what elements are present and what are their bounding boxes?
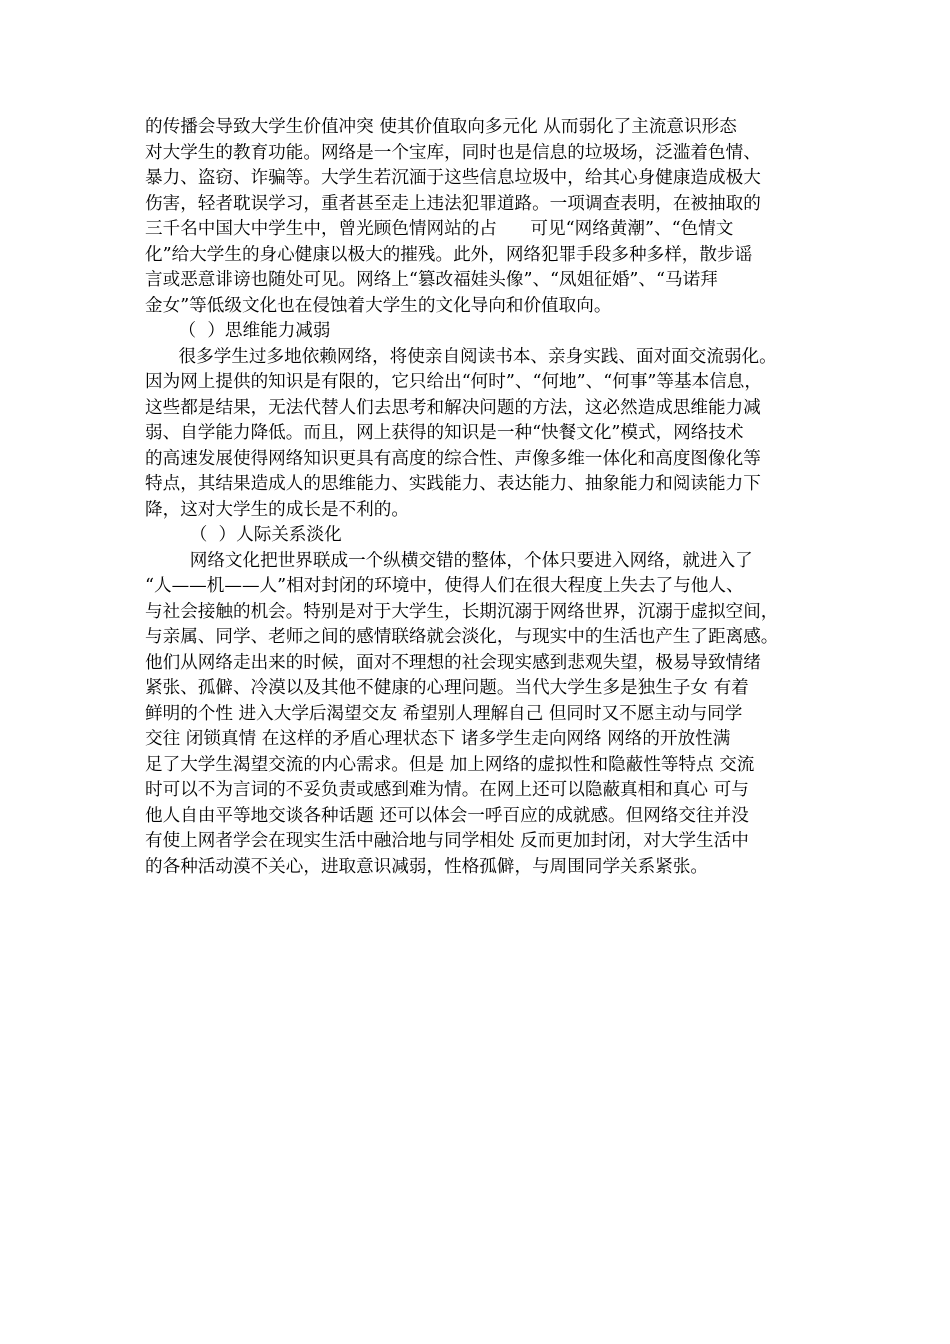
body-text-line: 化”给大学生的身心健康以极大的摧残。此外，网络犯罪手段多种多样，散步谣	[145, 245, 753, 265]
body-text-line: 的传播会导致大学生价值冲突 使其价值取向多元化 从而弱化了主流意识形态	[145, 117, 737, 137]
body-text-line: 他人自由平等地交谈各种话题 还可以体会一呼百应的成就感。但网络交往并没	[145, 806, 749, 826]
body-text-line: 弱、自学能力降低。而且，网上获得的知识是一种“快餐文化”模式，网络技术	[145, 423, 744, 443]
body-text-line: 时可以不为言词的不妥负责或感到难为情。在网上还可以隐蔽真相和真心 可与	[145, 780, 749, 800]
body-text-line: 鲜明的个性 进入大学后渴望交友 希望别人理解自己 但同时又不愿主动与同学	[145, 704, 743, 724]
body-text-line: 金女”等低级文化也在侵蚀着大学生的文化导向和价值取向。	[145, 296, 612, 316]
body-text-line: 伤害，轻者耽误学习，重者甚至走上违法犯罪道路。一项调查表明，在被抽取的	[145, 194, 761, 214]
body-text-line: 他们从网络走出来的时候，面对不理想的社会现实感到悲观失望，极易导致情绪	[145, 653, 761, 673]
body-text-line: 有使上网者学会在现实生活中融洽地与同学相处 反而更加封闭，对大学生活中	[145, 831, 749, 851]
body-text-line: 这些都是结果，无法代替人们去思考和解决问题的方法，这必然造成思维能力减	[145, 398, 761, 418]
body-text-line: 交往 闭锁真情 在这样的矛盾心理状态下 诸多学生走向网络 网络的开放性满	[145, 729, 731, 749]
body-text-line: 特点，其结果造成人的思维能力、实践能力、表达能力、抽象能力和阅读能力下	[145, 474, 761, 494]
body-text-line: 言或恶意诽谤也随处可见。网络上“篡改福娃头像”、“凤姐征婚”、“马诺拜	[145, 270, 718, 290]
body-text-line: 暴力、盗窃、诈骗等。大学生若沉湎于这些信息垃圾中，给其心身健康造成极大	[145, 168, 761, 188]
body-text-line: “人——机——人”相对封闭的环境中，使得人们在很大程度上失去了与他人、	[145, 576, 744, 596]
body-text-line: 对大学生的教育功能。网络是一个宝库，同时也是信息的垃圾场，泛滥着色情、	[145, 143, 761, 163]
body-text-line: 与社会接触的机会。特别是对于大学生，长期沉溺于网络世界，沉溺于虚拟空间，	[145, 602, 779, 622]
body-text-line: 降，这对大学生的成长是不利的。	[145, 500, 409, 520]
body-text-line: 三千名中国大中学生中，曾光顾色情网站的占 可见“网络黄潮”、“色情文	[145, 219, 734, 239]
body-text-line: 的各种活动漠不关心，进取意识减弱，性格孤僻，与周围同学关系紧张。	[145, 857, 709, 877]
body-text-line: 因为网上提供的知识是有限的，它只给出“何时”、“何地”、“何事”等基本信息，	[145, 372, 762, 392]
section-heading: （ ）人际关系淡化	[145, 525, 342, 545]
body-text-line: 的高速发展使得网络知识更具有高度的综合性、声像多维一体化和高度图像化等	[145, 449, 761, 469]
body-text-line: 网络文化把世界联成一个纵横交错的整体，个体只要进入网络，就进入了	[145, 551, 753, 571]
body-text-line: 很多学生过多地依赖网络，将使亲自阅读书本、亲身实践、面对面交流弱化。	[145, 347, 777, 367]
body-text-line: 紧张、孤僻、冷漠以及其他不健康的心理问题。当代大学生多是独生子女 有着	[145, 678, 749, 698]
body-text-line: 与亲属、同学、老师之间的感情联络就会淡化，与现实中的生活也产生了距离感。	[145, 627, 779, 647]
body-text-line: 足了大学生渴望交流的内心需求。但是 加上网络的虚拟性和隐蔽性等特点 交流	[145, 755, 755, 775]
section-heading: （ ）思维能力减弱	[145, 321, 331, 341]
